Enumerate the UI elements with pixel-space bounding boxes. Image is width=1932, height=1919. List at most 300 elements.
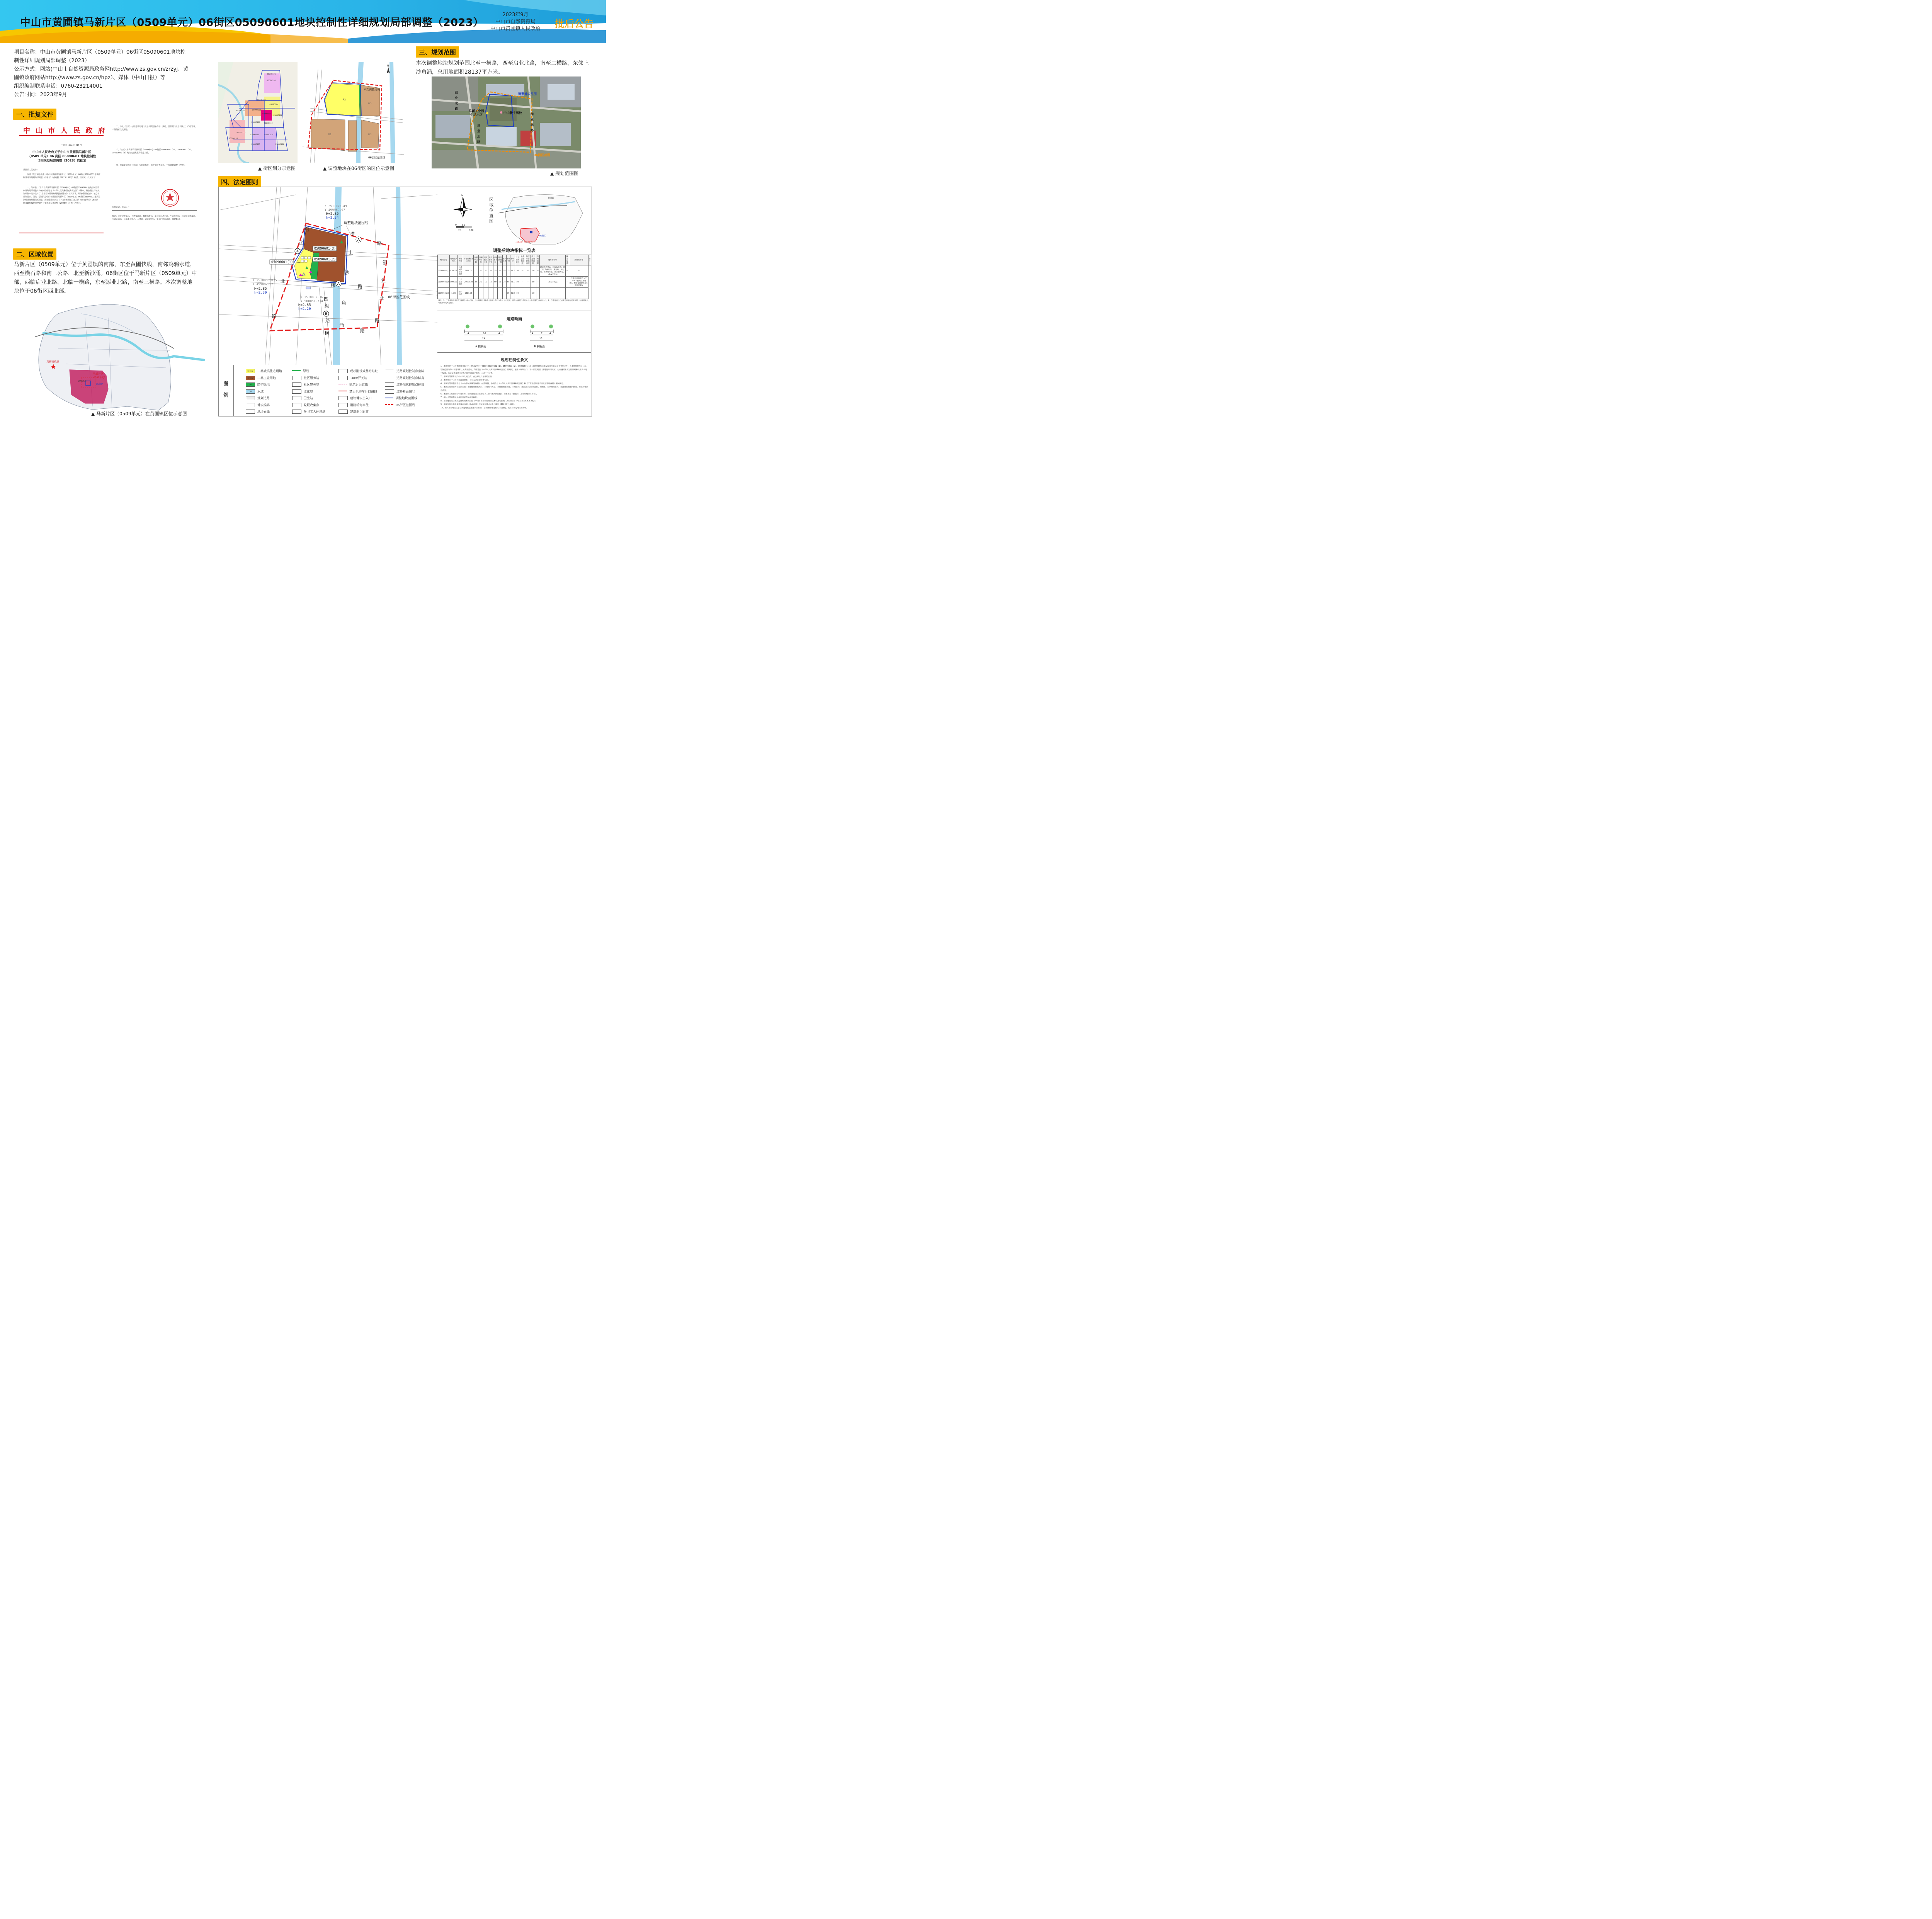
legend-swatch (292, 389, 301, 394)
region-text (14, 260, 207, 296)
svg-text:业: 业 (455, 96, 458, 100)
legend-label: 道路规划控制点坐标 (396, 369, 424, 373)
legend-label: 10kV开关站 (350, 376, 367, 380)
section-marker-a: A (357, 238, 360, 242)
table-cell: 070102 (449, 265, 457, 277)
legend-swatch (385, 389, 394, 394)
legend-title: 图例 (223, 381, 229, 398)
statutory-plan-map (219, 187, 437, 365)
table-cell: 1402 (449, 288, 457, 299)
provision-item: 5、本法定图则的所有控制内容：土地使用性质代码、土地使用性质、土地使用兼容性、土地面积、地面以上总建筑面积、绿地率、公共绿地面积，市政设施用地的种类，规模为强制性内容。 (440, 386, 588, 392)
info-line: 组织编制联系电话：0760-23214001 (14, 83, 103, 89)
legend-label: 水域 (257, 389, 264, 393)
a-dim-1: 4 (468, 332, 469, 335)
legend-swatch (292, 403, 301, 407)
provisions-block (437, 352, 591, 416)
legend-item (385, 403, 415, 407)
table-cell: — (478, 265, 483, 277)
table-cell: 10 (515, 288, 520, 299)
table-cell: 5909.06 (463, 265, 474, 277)
table-header-cell: 居住户数 (507, 255, 510, 265)
provision-item: 6、本图则的控制指标中容积率、建筑密度为上限指标（工业用地为区间值），绿地率为下限指标（工业用地为区间值）。 (440, 393, 538, 395)
section-marker-b: B (325, 312, 328, 316)
legend-label: 建筑后退红线 (349, 383, 368, 386)
b-dim-2: 7 (541, 332, 543, 335)
doc-body-1: 你镇《关于请予批准〈中山市黄圃镇马新片区（0509单元）06街区05090601地块控制性详细规划局部调整〉的请示》（黄府报〔2023〕36号）收悉。经研究，批复如下： (23, 173, 100, 179)
table-header-cell: 地下计容建筑面积 (525, 255, 531, 265)
table-cell: — (536, 265, 539, 277)
plot-label-2: 05090601(2) (314, 258, 336, 262)
photo-label-qiye: 启 (477, 124, 480, 127)
table-cell: 05090601(2) (438, 277, 450, 288)
table-header-cell: 建筑限高 (502, 255, 506, 265)
road-char: 业 (381, 278, 386, 283)
road-char: 添 (383, 260, 388, 265)
road-char: 四 (324, 296, 329, 302)
legend-item (338, 396, 372, 400)
block-division-map (218, 62, 298, 163)
label-adjust-plot: 本次调整地块 (364, 88, 380, 91)
legend-item (385, 396, 417, 400)
table-header-cell: 绿地面积 (536, 255, 539, 265)
table-cell: — (502, 288, 506, 299)
legend-item (385, 389, 415, 394)
index-table (437, 255, 591, 299)
plot-label-1: 05090601(1) (271, 260, 293, 264)
table-cell: 29.7 (510, 265, 515, 277)
a-dim-2: 16 (483, 332, 486, 335)
mini-label-block: 06街区 (539, 235, 546, 237)
legend-swatch (338, 391, 347, 392)
provision-item: 3、本规划由中山市人民政府批准，自公布之日起开始实施。 (440, 379, 490, 381)
legend-label: 道路规划控制点标高 (396, 376, 424, 380)
legend-swatch (338, 384, 347, 385)
elev-3: H=2.85 (298, 303, 311, 307)
north-arrow-scale (451, 194, 478, 240)
legend-item (385, 382, 424, 387)
road-char: 路 (325, 318, 330, 323)
provision-item: 2、本规划的解释权归中山市人民政府；由公布之日起开始实施。 (440, 376, 494, 378)
table-cell: 100102 (449, 277, 457, 288)
coord-3-x: X 2510832.361 (301, 296, 325, 299)
legend-item (246, 410, 270, 414)
header-org-2: 中山市黄圃镇人民政府 (490, 26, 541, 32)
scale-25: 25 (458, 229, 461, 232)
table-cell: — (498, 288, 503, 299)
scale-100: 100 (469, 229, 474, 232)
table-cell: — (483, 265, 488, 277)
table-cell: — (569, 288, 588, 299)
notice-badge: 批后公告 (555, 18, 594, 29)
legend-swatch (292, 396, 301, 400)
table-cell: 45.0 (510, 288, 515, 299)
legend-block (219, 365, 437, 416)
table-cell: 70 (531, 265, 536, 277)
provision-item: 1、本规划是中山市黄圃镇马新片区（0509单元）06街区05090601（1）、05090601（2）、05090601（3）地块管理单元建设和开发的法定指导性文件，自本规划批准之日起，辖区范围内的一切建设和土地利用活动，均应依据《中华人民共和国城乡规划法》的规定，遵照本规划执行。下一层次规划（修建性详细规划）也应遵循本规划的原则和具体要求进行编制。法定文件成果由文本和图则两部分组成，二者不可分割。 (440, 365, 588, 374)
doc-title-line: 详细规划局部调整（2023）的批复 (37, 159, 87, 162)
legend-label: 二类工业用地 (257, 376, 276, 380)
elev-2: H=2.85 (254, 287, 267, 291)
legend-label: 绿线 (303, 369, 309, 373)
table-cell: — (525, 265, 531, 277)
road-char: 路 (272, 313, 277, 319)
block-label: 05090116 (275, 144, 284, 146)
table-cell: — (520, 265, 525, 277)
table-cell: 40 (515, 277, 520, 288)
legend-item (338, 410, 369, 414)
legend-label: 地块界线 (257, 410, 270, 413)
table-cell: 05090601(1) (438, 265, 450, 277)
legend-label: 建筑退让距离 (350, 410, 369, 413)
table-header-cell: 容积率下限 (478, 255, 483, 265)
legend-divider (233, 365, 234, 416)
table-cell: — (525, 277, 531, 288)
road-section-diagram (461, 321, 577, 351)
block-label: 05090113 (250, 134, 259, 136)
legend-item (246, 403, 270, 407)
table-cell: 35 (493, 265, 497, 277)
coord-3-y: Y 500051.714 (301, 299, 323, 303)
svg-text:N: N (461, 194, 464, 197)
legend-label: 垃圾收集点 (304, 403, 319, 407)
region-label-unit: （0509单元） (91, 376, 107, 379)
svg-text:路: 路 (477, 140, 480, 144)
aerial-scope-photo (432, 76, 581, 168)
road-char: 启 (304, 227, 310, 232)
legend-swatch (292, 376, 301, 380)
section-marker-a: A (337, 282, 340, 286)
legend-item (292, 369, 309, 373)
legend-item (338, 389, 377, 394)
section-heading-plan: 四、法定图则 (218, 176, 261, 187)
table-cell: — (525, 288, 531, 299)
table-cell: 10 (488, 277, 493, 288)
table-cell: 21.1 (510, 277, 515, 288)
table-header-cell: 绿地率下限 (493, 255, 497, 265)
table-cell: 85 (507, 288, 510, 299)
label-block-range: 06街区范围线 (368, 156, 385, 159)
road-char: 横 (350, 231, 355, 237)
page-title: 中山市黄圃镇马新片区（0509单元）06街区05090601地块控制性详细规划局部调整（2023） (20, 17, 484, 29)
table-header-cell: 容积率上限 (474, 255, 479, 265)
block-label: 05090110 (264, 122, 273, 124)
coord-1-y: Y 499969.97 (325, 208, 345, 212)
legend-label: 社区服务站 (304, 376, 319, 380)
road-section-title: 道路断面 (507, 317, 522, 321)
a-label: A 横断面 (475, 345, 486, 348)
table-cell: 15 (483, 277, 488, 288)
table-header-cell: 兼容性用地 (569, 255, 588, 265)
legend-swatch (338, 410, 348, 414)
doc-title-line: （0509 单元）06 街区 05090601 地块控制性 (27, 155, 96, 158)
svg-text:北: 北 (455, 102, 458, 105)
legend-swatch (338, 369, 348, 373)
svg-text:M2: M2 (368, 133, 372, 136)
info-line: 圃镇政府网站http://www.zs.gov.cn/hpz）、媒体（中山日报）等 (14, 75, 165, 81)
block-label: 05090103 (257, 99, 266, 101)
b-dim-total: 15 (539, 337, 543, 340)
north-arrow-icon (454, 194, 472, 217)
scope-text-line: 沙角涌，总用地面积28137平方米。 (416, 69, 503, 75)
table-header-cell: 停车位 (510, 255, 515, 265)
table-cell: — (569, 265, 588, 277)
block-label: 05090104 (269, 104, 279, 106)
legend-item (246, 369, 282, 373)
legend-item (385, 369, 424, 373)
table-cell: — (536, 277, 539, 288)
doc-public: 公开方式：主动公开 (112, 206, 130, 209)
index-table-block (437, 247, 591, 305)
region-text-line: 部，西临启业北路，北临一横路，东至添业北路，南至三横路。本次调整地 (14, 279, 192, 286)
doc-recipient: 黄圃镇人民政府： (23, 169, 39, 171)
table-cell: 二类城镇住宅用地 (458, 265, 463, 277)
road-char: 沙 (345, 270, 350, 275)
table-header-cell: 建筑高度上限 (498, 255, 503, 265)
doc-divider (112, 210, 197, 211)
region-mini-map (498, 190, 587, 246)
provision-item: 7、相对关的调整规划按照国家有关规定执行。 (440, 397, 479, 399)
road-char: 路 (375, 318, 380, 323)
road-char: 路 (377, 241, 382, 246)
legend-label: 防护绿地 (257, 383, 270, 386)
photo-label-living-1: 马新工业园 (469, 109, 484, 113)
provision-item: 10、地块开发时需注意与周边现状已建建筑的衔接，适当降低周边地块开发强度，减少对周边地块的影响。 (440, 407, 528, 409)
svg-text:业: 业 (477, 129, 480, 133)
doc-red-rule (19, 135, 104, 136)
info-line: 制性详细规划局部调整（2023） (14, 58, 90, 64)
road-section-block (437, 311, 591, 351)
block-label: 05090109 (251, 122, 260, 124)
elev-3b: h=2.20 (298, 307, 311, 311)
official-seal-icon (161, 189, 179, 207)
road-char: 路 (360, 328, 365, 333)
legend-item (385, 376, 424, 380)
table-cell: 现状移动基站、垃圾收集点、环卫工人休息站、卫生站、文化室、社区警务室、社区服务站、10kV开关站 (539, 265, 565, 277)
doc-body-2: 一、经审核，《中山市黄圃镇马新片区（0509单元）06街区05090601地块控制性详细规划局部调整》的编制程序符合《中华人民共和国城乡规划法》《城市、镇控制性详细规划编制审批办法》《广东省控制性详细规划管理条例》相关要求，编制成果符合中、镇总体规划要求。因此，原则同意中山市黄圃镇马新片区（0509单元）06街区05090601地块控制性详细规划局部调整，规划成果命名为《中山市黄圃镇马新片区（0509单元）06街区05090601地块控制性详细规划局部调整（2023）》（下称《控规》）。 (23, 187, 100, 204)
mini-label-area: 马新片区（0509单元） (515, 241, 536, 243)
table-cell: — (566, 265, 569, 277)
legend-swatch (292, 382, 301, 387)
table-header-cell: 计容建筑面积 (515, 255, 520, 265)
table-header-cell: 地块编号 (438, 255, 450, 265)
svg-text:路: 路 (531, 129, 534, 132)
svg-text:路: 路 (455, 107, 458, 110)
doc-cc: 抄送：市发展改革局、自然资源局、教育体育局、工业和信息化局、生态环境局、住房城乡建设局、交通运输局、公路事务中心、水务局、农业农村局、文化广电旅游局、城建集团。 (112, 215, 197, 221)
legend-swatch (246, 410, 255, 414)
legend-label: 调整地块范围线 (396, 396, 417, 400)
legend-swatch (385, 398, 393, 399)
provision-item: 9、本规划地块的开发建设应按照《中山市国土空间规划技术标准与准则（2023版）》执行。 (440, 404, 516, 406)
table-header-row (438, 255, 591, 265)
legend-swatch (385, 404, 393, 406)
region-label-block: 06街区 (96, 383, 104, 386)
road-char: 北 (379, 296, 384, 301)
photo-label-living-2: 生活小区 (470, 113, 483, 117)
provisions-title: 规划控制性条文 (501, 358, 528, 362)
legend-swatch: 100102 (246, 376, 255, 380)
doc-right-1: 二、涉及《控规》与原建设用地出让合同规划条件不一致的，要按照出让合同执行，严格管理，不得随意改变用途。 (112, 126, 197, 131)
region-label-area: 马新片区 (93, 372, 104, 376)
legend-label: 规划道路 (257, 396, 270, 400)
table-header-cell: 用地性质 (458, 255, 463, 265)
legend-label: 卫生站 (304, 396, 313, 400)
svg-text:M2: M2 (368, 102, 372, 105)
svg-text:M2: M2 (328, 133, 332, 136)
legend-label: 环卫工人休息站 (304, 410, 325, 413)
table-cell: 10kV开关站 (539, 277, 565, 288)
b-dim-3: 4 (549, 332, 551, 335)
label-range: 06街区范围线 (388, 296, 410, 299)
header-date: 2023年9月 (502, 12, 529, 18)
road-char: 北 (281, 279, 286, 284)
region-text-line: 西至横石路和南三公路，北至新沙涌。06街区位于马新片区（0509单元）中 (14, 270, 197, 277)
svg-text:业: 业 (531, 118, 534, 121)
scope-photo-caption: ▲ 规划范围图 (550, 171, 579, 176)
legend-swatch (292, 410, 301, 414)
table-cell: 60 (493, 277, 497, 288)
table-cell: 35 (498, 277, 503, 288)
photo-label-block: 06街区范围 (534, 153, 551, 157)
table-header-cell: 透水铺装率 (539, 255, 565, 265)
legend-swatch (246, 396, 255, 400)
legend-item (292, 410, 325, 414)
legend-swatch (338, 376, 348, 380)
scope-text (416, 59, 594, 77)
scope-text-line: 本次调整地块规划范围北至一横路，西至启业北路，南至二横路，东邻上 (416, 60, 589, 66)
legend-swatch: 070102 (246, 369, 255, 373)
table-cell: 34 (488, 265, 493, 277)
photo-label-range: 调整地块范围 (518, 92, 537, 96)
legend-swatch (385, 376, 394, 380)
table-header-cell: 建筑密度上限 (483, 255, 488, 265)
photo-label-qiang: 强 (455, 91, 458, 94)
block-label: 05090106 (252, 109, 261, 111)
table-cell: — (488, 288, 493, 299)
info-line: 公告时间：2023年9月 (14, 92, 67, 98)
legend-item (246, 376, 276, 380)
info-line: 公示方式：网站(中山市自然资源局政务网http://www.zs.gov.cn/zrzyj、黄 (14, 66, 189, 72)
table-cell: 75 (507, 265, 510, 277)
b-label: B 横断面 (534, 345, 545, 348)
table-cell: — (483, 288, 488, 299)
table-cell: — (498, 265, 503, 277)
header-org-1: 中山市自然资源局 (495, 19, 536, 25)
block-label: 05090108 (273, 115, 282, 117)
doc-number: 中府函〔2023〕216 号 (61, 144, 82, 146)
legend-item (246, 382, 270, 387)
table-cell: 70 (502, 277, 506, 288)
region-text-line: 块位于06街区西北部。 (14, 288, 70, 294)
legend-label: 06街区范围线 (396, 403, 415, 407)
svg-text:北: 北 (477, 135, 480, 138)
doc-right-2: 三、《控规》为黄圃镇马新片区（0509单元）06街区05090601（1）、05090601（2）、05090601（3）地块建设发展的法定文件。 (112, 149, 193, 154)
table-row (438, 277, 591, 288)
elev-1: H=2.85 (326, 212, 339, 216)
section-heading-scope: 三、规划范围 (416, 46, 459, 58)
legend-item (292, 382, 319, 387)
coord-1-x: X 2511075.491 (325, 204, 349, 208)
legend-item (338, 369, 378, 373)
section-marker-a: A (296, 250, 299, 253)
table-header-cell: 地上总建筑面积 (531, 255, 536, 265)
block-label: 05090105 (236, 110, 245, 112)
legend-item (246, 389, 264, 394)
road-char: 横 (331, 282, 336, 288)
block-map-caption: ▲ 街区划分示意图 (258, 166, 296, 171)
block-label: 05090112 (229, 138, 238, 140)
label-boundary: 调整地块范围线 (344, 221, 369, 225)
road-char: 业 (298, 240, 303, 245)
provisions-list (437, 365, 591, 410)
table-header-cell: 用地性质代码 (449, 255, 457, 265)
plot-label-3: 05090601(3) (314, 247, 336, 251)
table-cell: 防护绿地 (458, 288, 463, 299)
table-cell: — (520, 277, 525, 288)
legend-label: 道路断面编号 (396, 389, 415, 393)
block-label: 05090114 (264, 134, 274, 136)
table-cell: — (493, 288, 497, 299)
region-label-gov: 黄圃镇政府 (46, 360, 59, 363)
table-note: 备注：1、工业用地停车位配建按照《中山市国土空间规划技术标准与准则（2023版）》进行配建，停车位按照二类用地与公共设施配建标准执行。2、当建设项目无法满足停车配建要求时，经规划核实，可按照相关规定执行。 (438, 300, 590, 304)
table-cell: 2.0 (478, 277, 483, 288)
region-mini-title: 区域位置图 (489, 197, 493, 224)
legend-swatch: 1701 (246, 389, 255, 394)
block-label: 05090102 (267, 80, 276, 82)
doc-title (23, 150, 100, 163)
svg-text:R2: R2 (343, 99, 346, 101)
info-line: 项目名称：中山市黄圃镇马新片区（0509单元）06街区05090601地块控 (14, 49, 186, 55)
block-label: 05090115 (251, 144, 260, 146)
road-char: 路 (358, 284, 363, 289)
legend-swatch: 1402 (246, 382, 255, 387)
coord-2-x: X 2510855.075 (253, 279, 277, 282)
legend-swatch (246, 403, 255, 407)
table-row (438, 288, 591, 299)
statutory-plan-panel (218, 187, 592, 416)
road-char: 涌 (339, 323, 344, 328)
legend-label: 道路现状控制点标高 (396, 383, 424, 386)
legend-label: 社区警务室 (304, 383, 319, 386)
section-heading-approval: 一、批复文件 (13, 109, 56, 120)
table-header-cell: 备注 (588, 255, 591, 265)
table-cell: — (566, 288, 569, 299)
scale-0: 0 (455, 224, 457, 226)
approval-document (15, 121, 202, 234)
legend-label: 道路转弯半径 (350, 403, 369, 407)
table-cell: — (536, 288, 539, 299)
photo-label-school: 中山骏宇驾校 (503, 111, 522, 115)
table-cell: 二类工业用地 (458, 277, 463, 288)
elev-2b: h=2.30 (254, 291, 267, 295)
doc-gov-name: 中 山 市 人 民 政 府 (23, 127, 107, 135)
table-cell: 80 (531, 288, 536, 299)
scale-50: 50 (462, 224, 465, 226)
legend-swatch (385, 369, 394, 373)
legend-label: 二类城镇住宅用地 (257, 369, 282, 373)
table-header-cell: 建筑密度下限 (488, 255, 493, 265)
legend-item (338, 382, 368, 387)
legend-label: 文化室 (304, 389, 313, 393)
mini-label-town: 黄圃镇 (548, 197, 554, 199)
project-info (14, 48, 199, 99)
legend-label: 建议地块出入口 (350, 396, 372, 400)
legend-swatch (385, 382, 394, 387)
road-char: 横 (325, 330, 330, 336)
legend-item (338, 376, 367, 380)
table-header-cell: 用地面积(平方米) (463, 255, 474, 265)
coord-2-y: Y 499882.021 (253, 282, 275, 286)
table-header-cell: 配套设施 (566, 255, 569, 265)
